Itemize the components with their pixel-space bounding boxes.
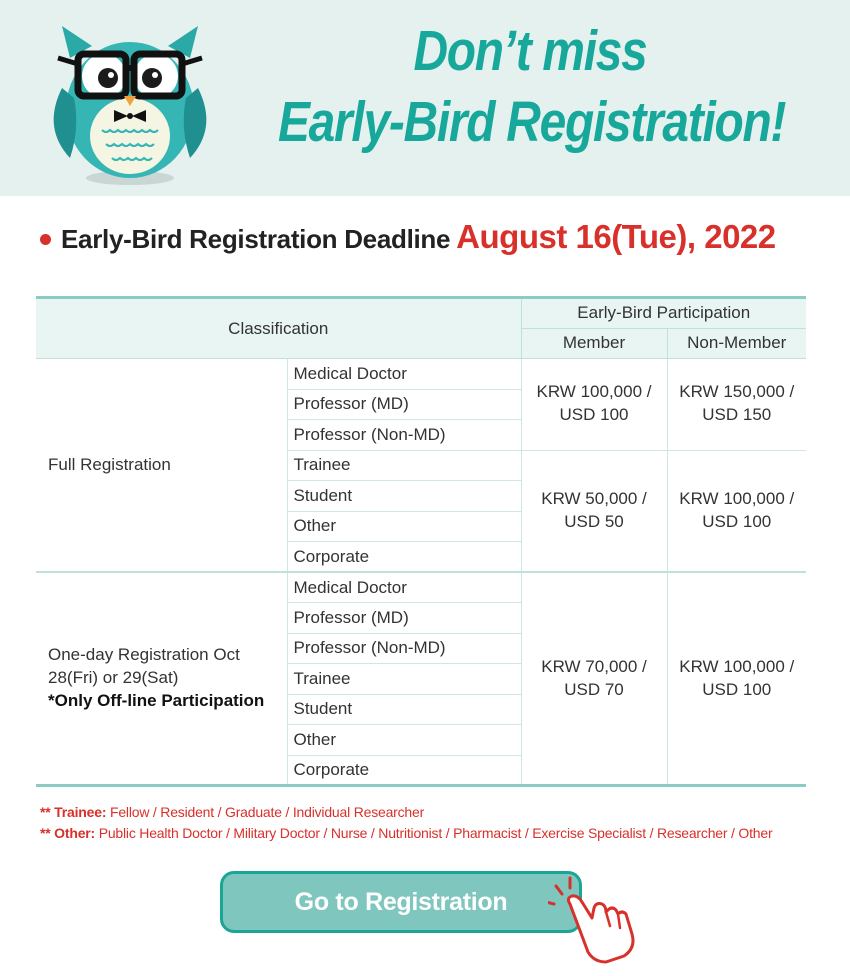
headline-line-2: Early-Bird Registration!	[278, 90, 786, 155]
price-cell: KRW 100,000 / USD 100	[521, 359, 667, 451]
category-cell: Professor (Non-MD)	[287, 633, 521, 664]
table-row	[36, 572, 806, 603]
price-cell: KRW 50,000 / USD 50	[521, 450, 667, 572]
deadline-row	[40, 218, 776, 256]
price-cell: KRW 100,000 / USD 100	[667, 450, 806, 572]
category-cell: Student	[287, 481, 521, 512]
category-cell: Medical Doctor	[287, 359, 521, 390]
category-cell: Student	[287, 694, 521, 725]
category-cell: Corporate	[287, 755, 521, 786]
bullet-icon	[40, 234, 51, 245]
category-cell: Professor (MD)	[287, 389, 521, 420]
category-cell: Corporate	[287, 542, 521, 573]
go-to-registration-button[interactable]: Go to Registration	[220, 871, 582, 933]
header-classification: Classification	[36, 298, 521, 359]
header-member: Member	[521, 328, 667, 359]
price-cell: KRW 100,000 / USD 100	[667, 572, 806, 786]
category-cell: Trainee	[287, 664, 521, 695]
price-cell: KRW 70,000 / USD 70	[521, 572, 667, 786]
offline-note: *Only Off-line Participation	[48, 690, 265, 710]
pointing-hand-icon	[548, 874, 640, 964]
registration-fee-table	[36, 296, 806, 787]
price-cell: KRW 150,000 / USD 150	[667, 359, 806, 451]
trainee-note: ** Trainee: Fellow / Resident / Graduate / Individual Researcher	[40, 804, 425, 820]
table-row	[36, 359, 806, 390]
footnotes	[40, 802, 772, 844]
category-cell: Professor (Non-MD)	[287, 420, 521, 451]
category-cell: Trainee	[287, 450, 521, 481]
other-note: ** Other: Public Health Doctor / Military Doctor / Nurse / Nutritionist / Pharmacist / Exercise Specialist / Researcher / Other	[40, 825, 773, 841]
category-cell: Other	[287, 725, 521, 756]
deadline-date: August 16(Tue), 2022	[456, 218, 776, 255]
deadline-label: Early-Bird Registration Deadline	[61, 224, 451, 254]
header-early-bird: Early-Bird Participation	[521, 298, 806, 329]
one-day-registration-label: One-day Registration Oct 28(Fri) or 29(Sat) *Only Off-line Participation	[36, 572, 287, 786]
owl-mascot-icon	[40, 18, 220, 186]
category-cell: Medical Doctor	[287, 572, 521, 603]
hero-banner	[0, 0, 850, 196]
header-non-member: Non-Member	[667, 328, 806, 359]
headline	[278, 16, 786, 159]
full-registration-label: Full Registration	[36, 359, 287, 573]
headline-line-1: Don’t miss	[413, 19, 647, 83]
category-cell: Professor (MD)	[287, 603, 521, 634]
category-cell: Other	[287, 511, 521, 542]
